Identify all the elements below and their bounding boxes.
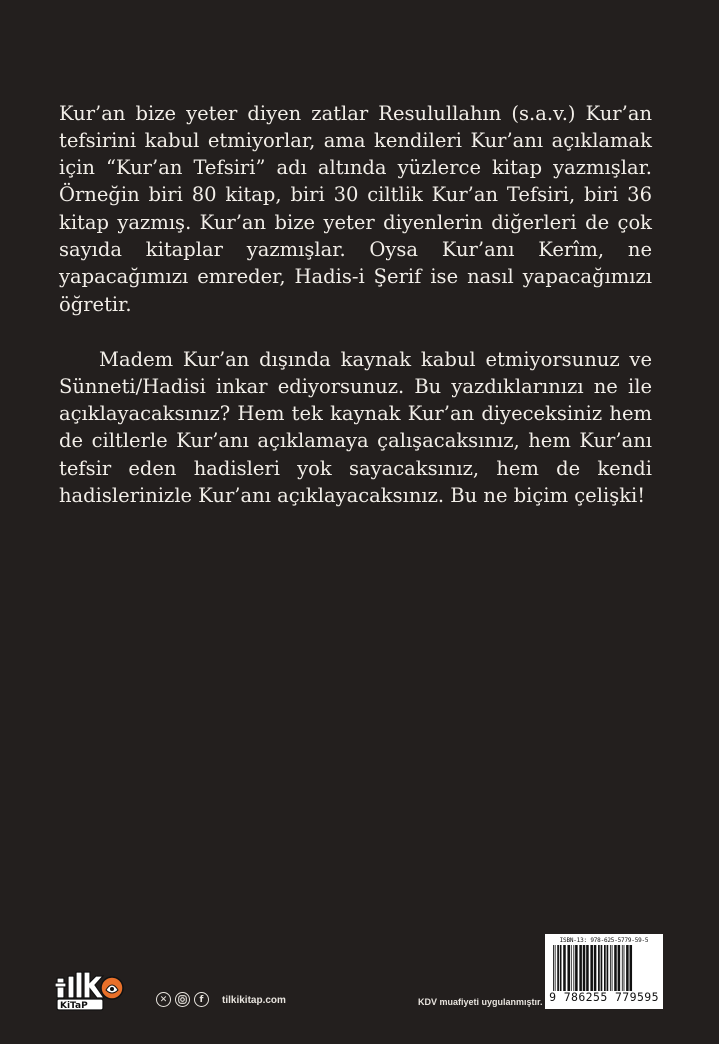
facebook-icon[interactable]: f — [194, 992, 209, 1007]
paragraph-2: Madem Kur’an dışında kaynak kabul etmiyorsunuz ve Sünneti/Hadisi inkar ediyorsunuz. Bu yazdıklarınızı ne ile açıklayacaksınız? Hem tek kaynak Kur’an diyeceksiniz hem de ciltlerle Kur’anı açıklamaya çalışacaksınız, hem Kur’anı tefsir eden hadisleri yok sayacaksınız, hem de kendi hadislerinizle Kur’anı açıklayacaksınız. Bu ne biçim çelişki! — [59, 347, 652, 507]
barcode-bars — [551, 945, 657, 991]
paragraph-1: Kur’an bize yeter diyen zatlar Resulullahın (s.a.v.) Kur’an tefsirini kabul etmiyorlar, ama kendileri Kur’anı açıklamak için “Kur’an Tefsiri” adı altında yüzlerce kitap yazmışlar. Örneğin biri 80 kitap, biri 30 ciltlik Kur’an Tefsiri, biri 36 kitap yazmış. Kur’an bize yeter diyenlerin diğerleri de çok sayıda kitaplar yazmışlar. Oysa Kur’anı Kerîm, ne yapacağımızı emreder, Hadis-i Şerif ise nasıl yapacağımızı öğretir. — [59, 101, 652, 316]
tax-note: KDV muafiyeti uygulanmıştır. — [418, 997, 543, 1007]
x-icon[interactable]: ✕ — [156, 992, 171, 1007]
instagram-icon[interactable] — [175, 992, 190, 1007]
social-links — [156, 992, 209, 1007]
isbn-digits: 9 786255 779595 — [549, 990, 659, 1004]
publisher-logo — [55, 968, 125, 1012]
svg-text:KiTaP: KiTaP — [60, 1001, 88, 1011]
isbn-label: ISBN-13: 978-625-5779-59-5 — [559, 937, 649, 944]
website-link[interactable]: tilkikitap.com — [222, 995, 286, 1006]
isbn-barcode — [545, 934, 663, 1009]
